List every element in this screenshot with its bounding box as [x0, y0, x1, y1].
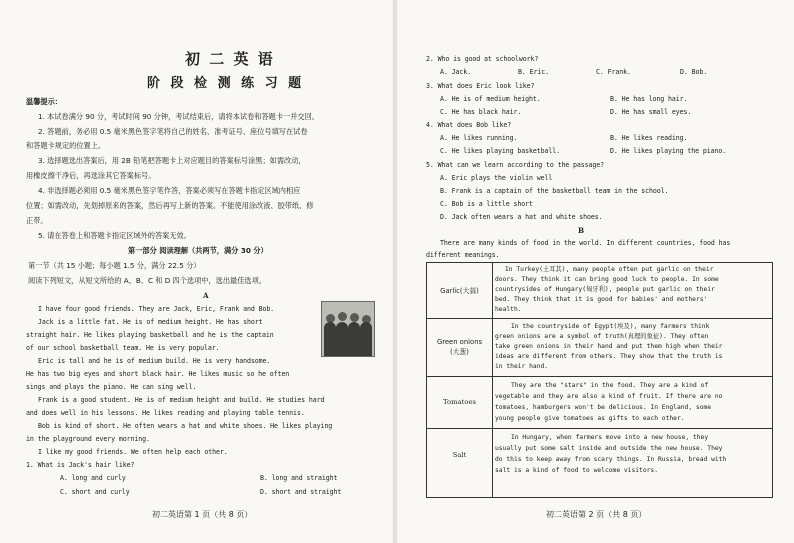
notice-line: 3. 选择题选出答案后，用 2B 铅笔把答题卡上对应题目的答案标号涂黑；如需改动，: [38, 156, 306, 165]
passage-a-label: A: [203, 291, 209, 300]
page-footer: 初二英语第 2 页（共 8 页）: [546, 510, 647, 519]
food-description-line: health.: [495, 306, 522, 313]
option-d: D. Bob.: [680, 68, 708, 76]
food-description-line: In Hungary, when farmers move into a new house, they: [511, 434, 709, 441]
passage-b-intro: There are many kinds of food in the world. In different countries, food has: [440, 239, 731, 247]
notice-line: 用橡皮擦干净后，再选涂其它答案标号。: [26, 171, 156, 180]
food-description-line: take green onions in their hand and put them high when their: [495, 343, 723, 350]
passage-line: I have four good friends. They are Jack, Eric, Frank and Bob.: [38, 305, 275, 313]
page-footer: 初二英语第 1 页（共 8 页）: [152, 510, 253, 519]
passage-b-label: B: [578, 226, 585, 235]
food-description-line: usually put some salt inside and outside the new house. They: [495, 445, 723, 452]
table-row: [427, 319, 772, 377]
notice-line: 1. 本试卷满分 90 分，考试时间 90 分钟，考试结束后，请将本试卷和答题卡一并交回。: [38, 112, 319, 121]
question-stem: 5. What can we learn according to the passage?: [426, 161, 605, 169]
option-b: B. Frank is a captain of the basketball team in the school.: [440, 187, 669, 195]
notice-line: 4. 非选择题必须用 0.5 毫米黑色签字笔作答，答案必须写在答题卡指定区域内相应: [38, 186, 301, 195]
option-c: C. He likes playing basketball.: [440, 147, 560, 155]
option-b: B. He likes reading.: [610, 134, 688, 142]
option-b: B. He has long hair.: [610, 95, 688, 103]
question-stem: 1. What is Jack's hair like?: [26, 461, 135, 469]
passage-line: I like my good friends. We often help each other.: [38, 448, 228, 456]
part-heading: 第一部分 阅读理解（共两节，满分 30 分）: [128, 246, 268, 255]
passage-line: in the playground every morning.: [26, 435, 150, 443]
page-divider: [393, 0, 397, 543]
option-a: A. long and curly: [60, 474, 126, 482]
notice-line: 和答题卡规定的位置上。: [26, 141, 106, 150]
question-stem: 4. What does Bob like?: [426, 121, 512, 129]
question-stem: 3. What does Eric look like?: [426, 82, 535, 90]
passage-b-intro: different meanings.: [426, 251, 500, 259]
option-a: A. Jack.: [440, 68, 471, 76]
food-description-line: green onions are a symbol of truth(真理的象征). They often: [495, 333, 709, 340]
option-a: A. Eric plays the violin well: [440, 174, 553, 182]
food-description-line: In the countryside of Egypt(埃及), many farmers think: [511, 323, 710, 330]
food-name-cn: (大葱): [450, 348, 469, 356]
food-description-line: young people give tomatoes as gifts to each other.: [495, 415, 685, 422]
notice-heading: 温馨提示：: [26, 97, 62, 106]
notice-line: 位置；如需改动，先划掉原来的答案，然后再写上新的答案。不能使用涂改液、胶带纸、修: [26, 201, 314, 210]
food-name: Tomatoes: [443, 398, 476, 406]
food-meanings-table: [426, 262, 773, 498]
option-c: C. Frank.: [596, 68, 631, 76]
food-description-line: tomatoes, hamburgers won't be delicious. In England, some: [495, 404, 712, 411]
food-description-line: countrysides of Hungary(匈牙利), people put garlic on their: [495, 286, 715, 293]
option-d: D. He has small eyes.: [610, 108, 692, 116]
passage-line: of our school basketball team. He is very popular.: [26, 344, 220, 352]
passage-line: Frank is a good student. He is of medium height and build. He studies hard: [38, 396, 325, 404]
option-b: B. long and straight: [260, 474, 338, 482]
food-description-line: doors. They think it can bring good luck to people. In some: [495, 276, 719, 283]
food-description-line: do this to keep away from scary things. In Russia, bread with: [495, 456, 727, 463]
option-a: A. He likes running.: [440, 134, 518, 142]
notice-line: 正带。: [26, 216, 48, 225]
passage-line: Eric is tall and he is of medium build. He is very handsome.: [38, 357, 271, 365]
page-title: 初 二 英 语: [185, 50, 275, 68]
passage-line: sings and plays the piano. He can sing well.: [26, 383, 197, 391]
table-row: [427, 377, 772, 429]
table-row: [427, 429, 772, 497]
option-c: C. Bob is a little short: [440, 200, 533, 208]
page-subtitle: 阶 段 检 测 练 习 题: [147, 76, 305, 91]
option-c: C. short and curly: [60, 488, 130, 496]
passage-line: Jack is a little fat. He is of medium height. He has short: [38, 318, 263, 326]
friends-photo: [321, 301, 375, 357]
food-description-line: In Turkey(土耳其), many people often put garlic on their: [505, 266, 714, 273]
food-description-line: vegetable and they are also a kind of fruit. If there are no: [495, 393, 723, 400]
passage-line: straight hair. He likes playing basketball and he is the captain: [26, 331, 274, 339]
food-name: Salt: [452, 451, 467, 459]
food-description-line: in their hand.: [495, 363, 549, 370]
option-c: C. He has black hair.: [440, 108, 522, 116]
passage-line: Bob is kind of short. He often wears a hat and white shoes. He likes playing: [38, 422, 333, 430]
notice-line: 5. 请在答卷上和答题卡指定区域外的答案无效。: [38, 231, 191, 240]
notice-line: 2. 答题前，务必用 0.5 毫米黑色签字笔将自己的姓名、准考证号、座位号填写在试卷: [38, 127, 308, 136]
question-stem: 2. Who is good at schoolwork?: [426, 55, 539, 63]
section-heading: 第一节（共 15 小题；每小题 1.5 分，满分 22.5 分）: [28, 261, 201, 270]
passage-line: and does well in his lessons. He likes reading and playing table tennis.: [26, 409, 305, 417]
food-name: Green onions: [436, 338, 483, 346]
food-description-line: ideas are different from others. They show that the truth is: [495, 353, 723, 360]
option-d: D. short and straight: [260, 488, 342, 496]
option-b: B. Eric.: [518, 68, 549, 76]
option-d: D. He likes playing the piano.: [610, 147, 727, 155]
passage-line: He has two big eyes and short black hair. He likes music so he often: [26, 370, 290, 378]
food-description-line: salt is a kind of food to welcome visitors.: [495, 467, 659, 474]
option-a: A. He is of medium height.: [440, 95, 541, 103]
food-description-line: bed. They think that it is good for babies' and mothers': [495, 296, 708, 303]
section-instruction: 阅读下列短文，从短文所给的 A、B、C 和 D 四个选项中，选出最佳选项。: [28, 276, 266, 285]
food-description-line: They are the "stars" in the food. They are a kind of: [511, 382, 709, 389]
option-d: D. Jack often wears a hat and white shoes.: [440, 213, 603, 221]
table-row: [427, 263, 772, 319]
food-name: Garlic(大蒜): [440, 287, 479, 295]
